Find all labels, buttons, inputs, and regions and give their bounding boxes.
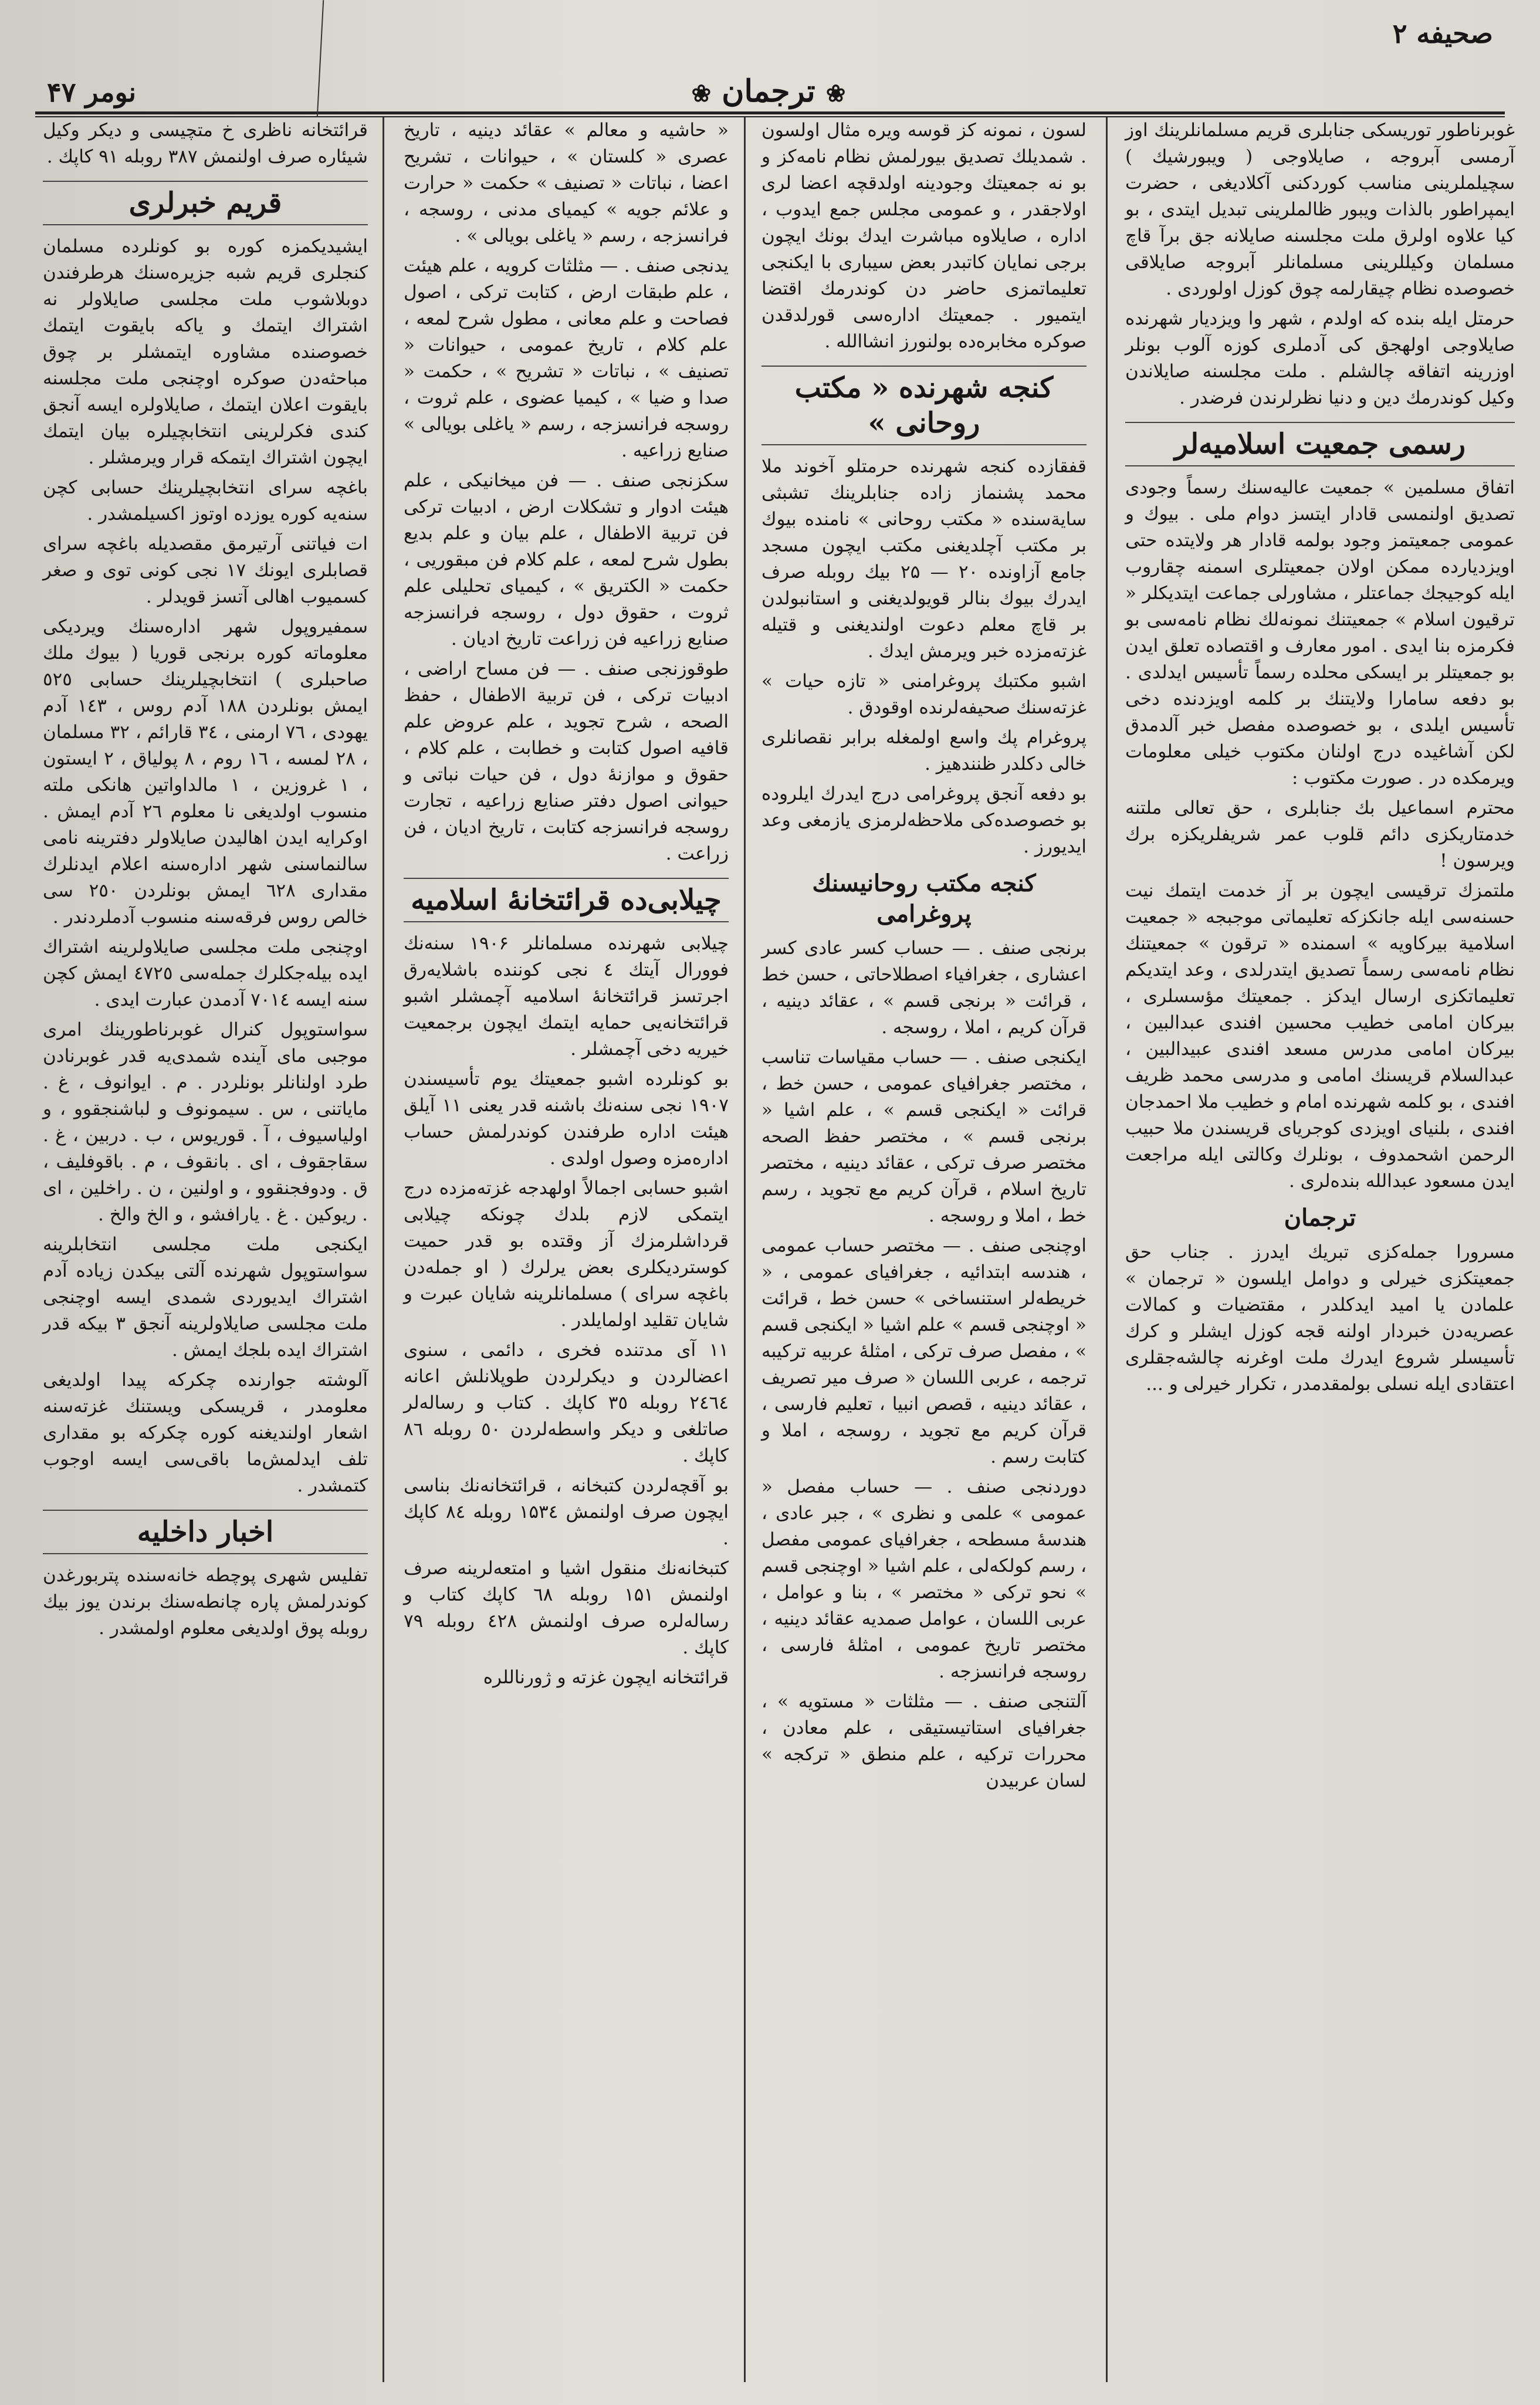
article-paragraph: كتبخانه‌نك منقول اشيا و امتعه‌لرينه صرف اولنمش ۱۵۱ روبله ٦۸ كاپك كتاب و رساله‌لره صرف اولنمش ٤۲۸ روبله ۷۹ كاپك .: [404, 1558, 729, 1658]
editor-signature: ترجمان: [1284, 1204, 1356, 1232]
article-paragraph: غوبرناطور توريسكى جنابلرى قريم مسلمانلرينك اوز آرمسى آبروجه ، صايلاوجى ( ويبورشيك ) سچيلملرينى مناسب كوردكنى آكلاديغى ، حضرت ايمپراطور بالذات ويبور ظالملرينى تبديل ايتدى ، بو كيا علاوه اولرق ملت مجلسنه صايلانه جق برآ قاچ مسلمان وكيللرينى مسلمانلر آبروجه صايلاقى خصوصده نظام چيقارلمه چوق كوزل اولوردى .: [1125, 120, 1515, 299]
article-paragraph: ايشيديكمزه كوره بو كونلرده مسلمان كنجلرى قريم شبه جزيره‌سنك هرطرفندن دوبلاشوب ملت مجلسى صايلاولر نه اشتراك ايتمك و ياكه بايقوت ايتمك خصوصنده مشاوره ايتمشلر بر چوق مباحثه‌دن صوكره اوچنجى ملت مجلسنه بايقوت اعلان ايتمك ، صايلاولره ايسه آنجق كندى فكرلرينى انتخابچيلره بيان ايتمك ايچون اشتراك ايتمكه قرار ويرمشلر .: [43, 236, 368, 468]
article-paragraph: قرائتخانه ناظرى خ متچيسى و ديكر وكيل شيئاره صرف اولنمش ۳۸۷ روبله ۹۱ كاپك .: [43, 120, 368, 167]
section-heading: رسمى جمعيت اسلاميه‌لر: [1125, 422, 1515, 466]
article-paragraph: بو دفعه آنجق پروغرامى درج ايدرك ايلروده بو خصوصده‌كى ملاحظه‌لرمزى يازمغى وعد ايديورز .: [761, 783, 1087, 857]
page-number: صحيفه ۲: [1392, 18, 1493, 49]
section-heading: اخبار داخليه: [43, 1510, 368, 1554]
article-paragraph: دوردنجى صنف . — حساب مفصل « عمومى » علمى و نظرى » ، جبر عادى ، هندسهٔ مسطحه ، جغرافياى عمومى مفصل ، رسم كولكه‌لى ، علم اشيا « اوچنجى قسم » نحو تركى « مختصر » ، بنا و عوامل ، عربى اللسان ، عوامل صمديه عقائد دينيه ، مختصر تاريخ عمومى ، امثلهٔ فارسى ، روسجه فرانسزجه .: [761, 1476, 1087, 1682]
column-1: [1115, 117, 1525, 2382]
column-3: [393, 117, 739, 2382]
ornament-icon: ❀: [691, 80, 712, 107]
article-paragraph: برنجى صنف . — حساب كسر عادى كسر اعشارى ، جغرافياء اصطلاحاتى ، حسن خط ، قرائت « برنجى قسم » ، عقائد دينيه ، قرآن كريم ، املا ، روسجه .: [761, 938, 1087, 1038]
subheading: كنجه مكتب روحانيسنك پروغرامى: [812, 870, 1036, 928]
article-paragraph: يدنجى صنف . — مثلثات كرويه ، علم هيئت ، علم طبقات ارض ، كتابت تركى ، اصول فصاحت و علم معانى ، مطول شرح لمعه ، علم كلام ، تاريخ عمومى ، حيوانات « تصنيف » ، نباتات « تشريح » ، حكمت « صدا و ضيا » ، كيميا عضوى ، علم ثروت ، روسجه فرانسزجه ، رسم « ياغلى بويالى » صنايع زراعيه .: [404, 255, 729, 461]
article-paragraph: بو آقچه‌لردن كتبخانه ، قرائتخانه‌نك بناسى ايچون صرف اولنمش ۱۵۳٤ روبله ۸٤ كاپك .: [404, 1475, 729, 1549]
article-paragraph: طوقوزنجى صنف . — فن مساح اراضى ، ادبيات تركى ، فن تربية الاطفال ، حفظ الصحه ، شرح تجويد ، علم عروض علم قافيه اصول كتابت و خطابت ، علم كلام ، حقوق و موازنهٔ دول ، فن حيات نباتى و حيوانى اصول دفتر صنايع زراعيه ، تجارت روسجه فرانسزجه كتابت ، تاريخ اديان ، فن زراعت .: [404, 658, 729, 864]
article-paragraph: لسون ، نمونه كز قوسه ويره مثال اولسون . شمديلك تصديق بيورلمش نظام نامه‌كز و بو نه جمعيتك وجودينه اولدقچه اعضا لرى اولاجقدر ، و عمومى مجلس جمع ايدوب ، اداره ، صايلاوه مباشرت ايدك بونك ايچون برجى نمايان كاتبدر بعض سيبارى با ايكنجى تعليماتمزى حاضر دن كوندرمك اقتضا ايتميور . جمعيتك اداره‌سى قورلدقدن صوكره مخابره‌ده بولنورز انشاالله .: [761, 120, 1087, 352]
article-paragraph: سواستوپول كنرال غوبرناطورينك امرى موجبى ماى آينده شمدى‌يه قدر غوبرنادن طرد اولنانلر بونلردر . م . ايوانوف ، غ . ماياتنى ، س . سيمونوف و لباشنجقوو ، و اولياسيوف ، آ . قوريوس ، ب . دربين ، غ . سقاجقوف ، اى . بانقوف ، م . باقوفليف ، ق . ودوفجنقوو ، و اولنين ، ن . راخلين ، اى . ريوكين . غ . يارافشو ، و الخ والخ .: [43, 1019, 368, 1225]
article-paragraph: ملتمزك ترقيسى ايچون بر آز خدمت ايتمك نيت حسنه‌سى ايله جانكزكه تعليماتى موجبجه « جمعيت اسلامية بيركاويه » اسمنده « ترقون » جمعيتنك نظام نامه‌سى رسماً تصديق ايتدرلدى ، وعد ايتديكم تعليماتكزى ارسال ايدكز . جمعيتك مؤسسلرى ، بيركان امامى خطيب محسين افندى عبدالبين ، بيركان امامى مدرس مسعد افندى عبيدالبين ، عبدالسلام قريسنك امامى و مدرسى محمد ظريف افندى ، بو كلمه شهرنده امام و خطيب ملا احمدجان افندى ، بلنياى اويزدى كوجرياى قريسندن ملا حبيب الرحمن اشحمدوف ، بونلرك وكالتى ايله مراجعت ايدن مسعود عبدالله بنده‌لرى .: [1125, 880, 1515, 1192]
article-paragraph: آلوشته جوارنده چكركه پيدا اولديغى معلومدر ، قريسكى ويستنك غزته‌سنه اشعار اولنديغنه كوره چكركه بو مقدارى تلف ايدلمش‌ما باقى‌سى ايسه اوجوب كتمشدر .: [43, 1369, 368, 1496]
article-paragraph: اوچنجى ملت مجلسى صايلاولرينه اشتراك ايده بيله‌جكلرك جمله‌سى ٤۷۲٥ ايمش كچن سنه ايسه ۷۰۱٤ آدمدن عبارت ايدى .: [43, 936, 368, 1010]
article-paragraph: سمفيروپول شهر اداره‌سنك ويرديكى معلوماته كوره برنجى قوريا ( بيوك ملك صاحبلرى ) انتخابچيلرينك حسابى ٥۲٥ ايمش بونلردن ۱۸۸ آدم روس ، ۱٤۳ آدم يهودى ، ۷٦ ارمنى ، ۳٤ قارائم ، ۳۲ مسلمان ، ۲۸ لمسه ، ۱٦ روم ، ۸ پولياق ، ۲ ايستون ، ۱ غروزين ، ۱ مالداواتين هانكى ملته منسوب اولديغى نا معلوم ۲٦ آدم ايمش . اوكرايه ايدن اهاليدن صايلاولر دفترينه نامى سالنماسنى شهر اداره‌سنه اعلام ايدنلرك مقدارى ٦۲۸ ايمش بونلردن ۲٥۰ سى خالص روس فرقه‌سنه منسوب آدملردندر .: [43, 616, 368, 928]
masthead: [35, 12, 1505, 109]
title-text: ترجمان: [722, 73, 815, 109]
article-paragraph: اوچنجى صنف . — مختصر حساب عمومى ، هندسه ابتدائيه ، جغرافياى عمومى ، « خريطه‌لر استنساخى » حسن خط ، قرائت « اوچنجى قسم » علم اشيا « ايكنجى قسم » ، مفصل صرف تركى ، امثلهٔ عربيه تركيبه ترجمه ، عربى اللسان « صرف مير تصريف ، عقائد دينيه ، قصص انبيا ، تعليم فارسى ، قرآن كريم مع تجويد ، روسجه ، املا و كتابت رسم .: [761, 1235, 1087, 1467]
issue-number: نومر ۴۷: [47, 76, 137, 108]
article-paragraph: باغچه سراى انتخابچيلرينك حسابى كچن سنه‌يه كوره يوزده اوتوز اكسيلمشدر .: [43, 477, 368, 525]
article-paragraph: چيلابى شهرنده مسلمانلر ۱۹۰۶ سنه‌نك فوورال آيتك ٤ نجى كوننده باشلايه‌رق اجرتسز قرائتخانهٔ اسلاميه آچمشلر اشبو قرائتخانه‌يى حمايه ايتمك ايچون برجمعيت خيريه دخى آچمشلر .: [404, 933, 729, 1060]
column-divider: [744, 117, 746, 2382]
article-paragraph: ايكنجى ملت مجلسى انتخابلرينه سواستوپول شهرنده آلتى بيكدن زياده آدم اشتراك ايديوردى شمدى ايسه اوچنجى ملت مجلسى صايلاولرينه آنجق ۳ بيكه قدر اشتراك ايده بلجك ايمش .: [43, 1234, 368, 1361]
article-paragraph: « حاشيه و معالم » عقائد دينيه ، تاريخ عصرى « كلستان » ، حيوانات ، تشريح اعضا ، نباتات « تصنيف » حكمت « حرارت و علائم جويه » كيمياى مدنى ، روسجه ، فرانسزجه ، رسم « ياغلى بويالى » .: [404, 120, 729, 246]
article-paragraph: آلتنجى صنف . — مثلثات « مستويه » ، جغرافياى استاتيستيقى ، علم معادن ، محررات تركيه ، علم منطق « تركجه » لسان عربيدن: [761, 1691, 1087, 1791]
article-paragraph: قرائتخانه ايچون غزته و ژورناللره: [483, 1667, 729, 1688]
section-heading: چيلابى‌ده قرائتخانهٔ اسلاميه: [404, 878, 729, 922]
article-paragraph: مسرورا جمله‌كزى تبريك ايدرز . جناب حق جمعيتكزى خيرلى و دوامل ايلسون « ترجمان » علمادن يا اميد ايدكلدر ، مقتضيات و كمالات عصريه‌دن خبردار اولنه قجه كوزل ايشلر و كرك تأسيسلر شروع ايدرك ملت اوغرنه چالشه‌جقلرى اعتقادى ايله نسلى بولمقدمدر ، تكرار خيرلى و ...: [1125, 1242, 1515, 1395]
column-4: [32, 117, 378, 2382]
article-paragraph: قفقازده كنجه شهرنده حرمتلو آخوند ملا محمد پشنماز زاده جنابلرينك تشبثى ساية‌سنده « مكتب روحانى » نامنده بيوك بر مكتب آچلديغنى مكتب ايچون مسجد جامع آزاونده ۲۰ — ۲۵ بيك روبله صرف ايدرك بيوك بنالر قويولديغنى و استانبولدن بر قاچ معلم دعوت اولنديغنى و قتيله غزته‌مزده خبر ويرمش ايدك .: [761, 456, 1087, 662]
article-paragraph: بو كونلرده اشبو جمعيتك يوم تأسيسندن ۱۹۰۷ نجى سنه‌نك باشنه قدر يعنى ۱۱ آيلق هيئت اداره طرفندن كوندرلمش حساب اداره‌مزه وصول اولدى .: [404, 1068, 729, 1169]
column-2: [751, 117, 1097, 2382]
article-paragraph: ۱۱ آى مدتنده فخرى ، دائمى ، سنوى اعضالردن و ديكرلردن طوپلانلش اعانه ۲٤٦٤ روبله ۳٥ كاپك . كتاب و رساله‌لر صاتلغى و ديكر واسطه‌لردن ٥٠ روبله ۸٦ كاپك .: [404, 1340, 729, 1466]
article-paragraph: ايكنجى صنف . — حساب مقياسات تناسب ، مختصر جغرافياى عمومى ، حسن خط ، قرائت « ايكنجى قسم » ، علم اشيا « برنجى قسم » ، مختصر حفظ الصحه مختصر صرف تركى ، عقائد دينيه ، مختصر تاريخ اسلام ، قرآن كريم مع تجويد ، رسم خط ، املا و روسجه .: [761, 1047, 1087, 1226]
article-paragraph: اشبو حسابى اجمالاً اولهدجه غزته‌مزده درج ايتمكى لازم بلدك چونكه چيلابى قرداشلرمزك آز وقتده بو قدر حميت كوسترديكلرى بعض يرلرك ( او جمله‌دن باغچه سراى ) مسلمانلرينه شايان عبرت و شايان تقليد اولمايلدر .: [404, 1178, 729, 1331]
newspaper-title: [651, 73, 886, 109]
article-paragraph: اشبو مكتبك پروغرامنى « تازه حيات » غزته‌سنك صحيفه‌لرنده اوقودق .: [761, 671, 1087, 718]
article-paragraph: تفليس شهرى پوچطه خانه‌سنده پتربورغدن كوندرلمش پاره چانطه‌سنك برندن يوز بيك روبله پوق اولديغى معلوم اولمشدر .: [43, 1565, 368, 1639]
article-paragraph: حرمتل ايله بنده كه اولدم ، شهر وا ويزديار شهرنده صايلاوجى اولهجق كى آدملرى كوزه آلوب بونلر اوزرينه اتفاقه چالشلم . ملت مجلسنه صايلاندن وكيل كوندرمك دين و دنيا نظرلرندن فرضدر .: [1125, 308, 1515, 408]
header-rule: [35, 111, 1505, 114]
section-heading: قريم خبرلرى: [43, 181, 368, 225]
column-divider: [383, 117, 384, 2382]
article-paragraph: اتفاق مسلمين » جمعيت عاليه‌سنك رسماً وجودى تصديق اولنمسى قادار ايتسز دوام ملى . بيوك و عمومى جمعيتمز وجود بولمه قادار هر ولايتده حتى اويزديارده ممكن اولان جمعيتلرى اسمنه چقاروب ايله كوجيجك جماعتلر ، مشاورلى جماعت ايتديكلر « ترقيون اسلام » جمعيتنك نمونه‌لك نظام نامه‌سى بو فكرمزه بنا ايدى . امور معارف و اقتصاده تعلق ايدن بو جمعيتلر بر ايسكى محلده رسماً تأسيس ايدلدى . بو دفعه سامارا ولايتنك بر كلمه اويزدنده دخى تأسيس ايلدى ، بو خصوصده مفصل خبر آلدمدق لكن آشاغيده درج اولنان مكتوب خيلى معلومات ويرمكده در . صورت مكتوب :: [1125, 477, 1515, 789]
article-paragraph: پروغرام پك واسع اولمغله برابر نقصانلرى خالى دكلدر ظنندهيز .: [761, 727, 1087, 774]
ornament-icon: ❀: [825, 80, 846, 107]
article-paragraph: ات فياتنى آرتيرمق مقصديله باغچه سراى قصابلرى ايونك ۱۷ نجى كونى توى و صغر كسميوب اهالى آتسز قويدلر .: [43, 533, 368, 607]
column-divider: [1106, 117, 1108, 2382]
section-heading: كنجه شهرنده « مكتب روحانى »: [761, 366, 1087, 445]
article-paragraph: محترم اسماعيل بك جنابلرى ، حق تعالى ملتنه خدمتاريكزى دائم قلوب عمر شريفلريكزه برك ويرسون !: [1125, 797, 1515, 871]
article-paragraph: سكزنجى صنف . — فن ميخانيكى ، علم هيئت ادوار و تشكلات ارض ، ادبيات تركى فن تربية الاطفال ، علم بيان و علم بديع بطول شرح لمعه ، علم كلام فن مبقوريى ، حكمت « الكتريق » ، كيمياى تحليلى علم ثروت ، حقوق دول ، روسجه فرانسزجه صنايع زراعيه فن زراعت تاريخ اديان .: [404, 470, 729, 650]
